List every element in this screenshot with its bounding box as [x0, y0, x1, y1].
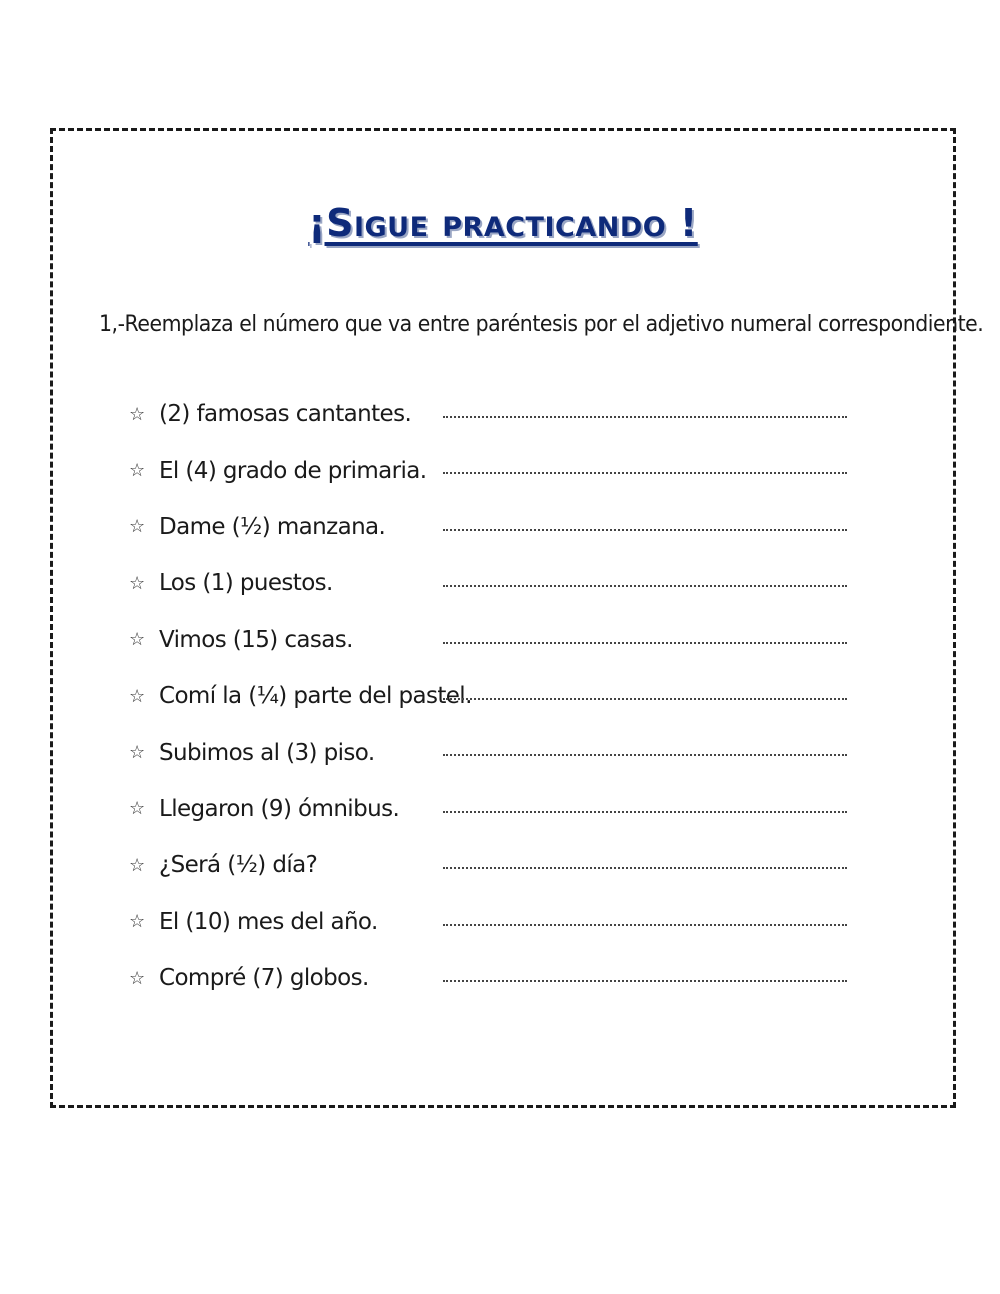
star-icon: ☆: [129, 460, 146, 482]
exercise-item: [129, 612, 889, 668]
exercise-sentence: Los (1) puestos.: [159, 570, 333, 597]
exercise-sentence: El (10) mes del año.: [159, 908, 378, 935]
exercise-sentence: Comí la (¼) parte del pastel.: [159, 683, 472, 710]
answer-line[interactable]: [443, 642, 847, 644]
star-icon: ☆: [129, 403, 146, 425]
star-icon: ☆: [129, 629, 146, 651]
answer-line[interactable]: [443, 472, 847, 474]
exercise-list: [129, 386, 889, 1006]
answer-line[interactable]: [443, 585, 847, 587]
answer-line[interactable]: [443, 867, 847, 869]
exercise-item: [129, 894, 889, 950]
exercise-sentence: Llegaron (9) ómnibus.: [159, 795, 400, 822]
exercise-item: [129, 442, 889, 498]
exercise-item: [129, 499, 889, 555]
answer-line[interactable]: [443, 698, 847, 700]
star-icon: ☆: [129, 911, 146, 933]
answer-line[interactable]: [443, 980, 847, 982]
exercise-sentence: ¿Será (½) día?: [159, 852, 318, 879]
answer-line[interactable]: [443, 811, 847, 813]
exercise-item: [129, 837, 889, 893]
worksheet-title-text: ¡Sigue practicando !: [308, 201, 698, 245]
answer-line[interactable]: [443, 754, 847, 756]
star-icon: ☆: [129, 967, 146, 989]
exercise-sentence: (2) famosas cantantes.: [159, 401, 412, 428]
instruction-text: 1,-Reemplaza el número que va entre paréntesis por el adjetivo numeral correspondiente.: [99, 312, 984, 337]
answer-line[interactable]: [443, 529, 847, 531]
worksheet-frame: [50, 128, 984, 1108]
exercise-sentence: Compré (7) globos.: [159, 965, 369, 992]
star-icon: ☆: [129, 742, 146, 764]
exercise-sentence: Subimos al (3) piso.: [159, 739, 375, 766]
star-icon: ☆: [129, 854, 146, 876]
star-icon: ☆: [129, 516, 146, 538]
answer-line[interactable]: [443, 416, 847, 418]
star-icon: ☆: [129, 798, 146, 820]
exercise-sentence: El (4) grado de primaria.: [159, 457, 427, 484]
exercise-sentence: Vimos (15) casas.: [159, 626, 353, 653]
answer-line[interactable]: [443, 924, 847, 926]
exercise-item: [129, 950, 889, 1006]
exercise-item: [129, 386, 889, 442]
star-icon: ☆: [129, 685, 146, 707]
exercise-item: [129, 724, 889, 780]
exercise-item: [129, 668, 889, 724]
star-icon: ☆: [129, 572, 146, 594]
exercise-sentence: Dame (½) manzana.: [159, 513, 386, 540]
worksheet-title: [53, 201, 953, 245]
exercise-item: [129, 781, 889, 837]
exercise-item: [129, 555, 889, 611]
